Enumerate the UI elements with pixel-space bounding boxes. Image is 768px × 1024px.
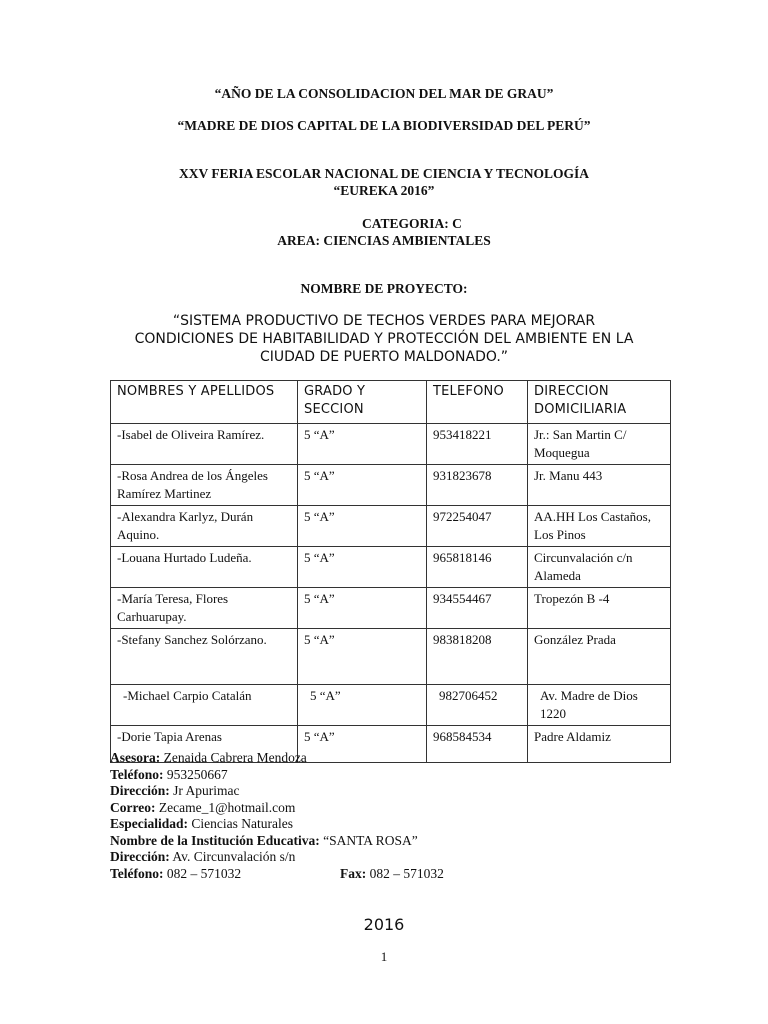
cell-grade: 5 “A” (298, 424, 427, 465)
school-address-label: Dirección: (110, 849, 170, 864)
cell-phone: 968584534 (427, 726, 528, 763)
email-row (110, 800, 418, 817)
cell-phone: 982706452 (427, 685, 528, 726)
cell-phone: 965818146 (427, 547, 528, 588)
cell-phone: 931823678 (427, 465, 528, 506)
cell-name: -Michael Carpio Catalán (111, 685, 298, 726)
table-row (111, 465, 671, 506)
project-label: NOMBRE DE PROYECTO: (300, 281, 468, 296)
header-grade: GRADO Y SECCION (298, 381, 427, 424)
header-phone: TELEFONO (427, 381, 528, 424)
cell-name: -Louana Hurtado Ludeña. (111, 547, 298, 588)
footer-year: 2016 (363, 915, 405, 934)
advisor-label: Asesora: (110, 750, 161, 765)
cell-address: Circunvalación c/n Alameda (528, 547, 671, 588)
cell-grade: 5 “A” (298, 547, 427, 588)
table-row (111, 424, 671, 465)
school-address-row (110, 849, 418, 866)
cell-address: Tropezón B -4 (528, 588, 671, 629)
table-row (111, 506, 671, 547)
cell-address: Av. Madre de Dios 1220 (528, 685, 671, 726)
project-title-line-2: CONDICIONES DE HABITABILIDAD Y PROTECCIÓN DEL AMBIENTE EN LA (134, 331, 634, 347)
page-number: 1 (380, 949, 388, 964)
cell-name: -Stefany Sanchez Solórzano. (111, 629, 298, 685)
cell-address: Jr.: San Martin C/ Moquegua (528, 424, 671, 465)
advisor-phone-row (110, 767, 418, 784)
cell-phone: 983818208 (427, 629, 528, 685)
school-phone-row (110, 865, 444, 883)
table-row (111, 547, 671, 588)
table-header-row (111, 381, 671, 424)
area: AREA: CIENCIAS AMBIENTALES (277, 233, 491, 248)
fax (340, 866, 444, 883)
specialty-row (110, 816, 418, 833)
table-row (111, 588, 671, 629)
cell-address: AA.HH Los Castaños, Los Pinos (528, 506, 671, 547)
cell-phone: 972254047 (427, 506, 528, 547)
table-row (111, 629, 671, 685)
category: CATEGORIA: C (362, 216, 462, 231)
header-address: DIRECCION DOMICILIARIA (528, 381, 671, 424)
specialty-value: Ciencias Naturales (191, 816, 293, 831)
cell-name: -Rosa Andrea de los Ángeles Ramírez Martinez (111, 465, 298, 506)
contact-info (110, 750, 444, 882)
cell-address: Padre Aldamiz (528, 726, 671, 763)
project-title-line-3: CIUDAD DE PUERTO MALDONADO.” (259, 349, 509, 365)
school-value: “SANTA ROSA” (323, 832, 418, 848)
advisor-address-value: Jr Apurimac (173, 783, 240, 798)
cell-phone: 953418221 (427, 424, 528, 465)
fair-name: “EUREKA 2016” (333, 183, 435, 198)
email-label: Correo: (110, 799, 156, 815)
cell-name: -Alexandra Karlyz, Durán Aquino. (111, 506, 298, 547)
cell-name: -Isabel de Oliveira Ramírez. (111, 424, 298, 465)
cell-name: -María Teresa, Flores Carhuarupay. (111, 588, 298, 629)
school-phone-label: Teléfono: (110, 865, 164, 881)
fair-title: XXV FERIA ESCOLAR NACIONAL DE CIENCIA Y TECNOLOGÍA (179, 166, 589, 181)
advisor-phone-label: Teléfono: (110, 766, 164, 782)
cell-address: González Prada (528, 629, 671, 685)
fax-label: Fax: (340, 865, 367, 881)
students-table (110, 380, 671, 763)
cell-grade: 5 “A” (298, 506, 427, 547)
cell-grade: 5 “A” (298, 465, 427, 506)
school-phone-value: 082 – 571032 (166, 865, 242, 881)
header-names: NOMBRES Y APELLIDOS (111, 381, 298, 424)
cell-grade: 5 “A” (298, 588, 427, 629)
school-row (110, 833, 418, 850)
cell-grade: 5 “A” (298, 629, 427, 685)
cell-grade: 5 “A” (298, 685, 427, 726)
advisor-address-label: Dirección: (110, 783, 170, 798)
cell-phone: 934554467 (427, 588, 528, 629)
cell-name: -Dorie Tapia Arenas (111, 726, 298, 763)
cell-address: Jr. Manu 443 (528, 465, 671, 506)
advisor-address-row (110, 783, 418, 800)
project-title (0, 312, 768, 366)
fax-value: 082 – 571032 (369, 865, 444, 881)
cell-grade: 5 “A” (298, 726, 427, 763)
email-value: Zecame_1@hotmail.com (158, 799, 296, 815)
project-title-line-1: “SISTEMA PRODUCTIVO DE TECHOS VERDES PARA MEJORAR (172, 313, 596, 329)
specialty-label: Especialidad: (110, 816, 189, 831)
advisor-phone-value: 953250667 (166, 766, 228, 782)
header-region-motto: “MADRE DE DIOS CAPITAL DE LA BIODIVERSIDAD DEL PERÚ” (177, 118, 591, 133)
advisor-value: Zenaida Cabrera Mendoza (163, 750, 307, 765)
school-label: Nombre de la Institución Educativa: (110, 832, 320, 848)
school-address-value: Av. Circunvalación s/n (172, 849, 296, 864)
header-year-motto: “AÑO DE LA CONSOLIDACION DEL MAR DE GRAU” (214, 86, 554, 101)
table-row (111, 685, 671, 726)
advisor-row (110, 750, 418, 767)
